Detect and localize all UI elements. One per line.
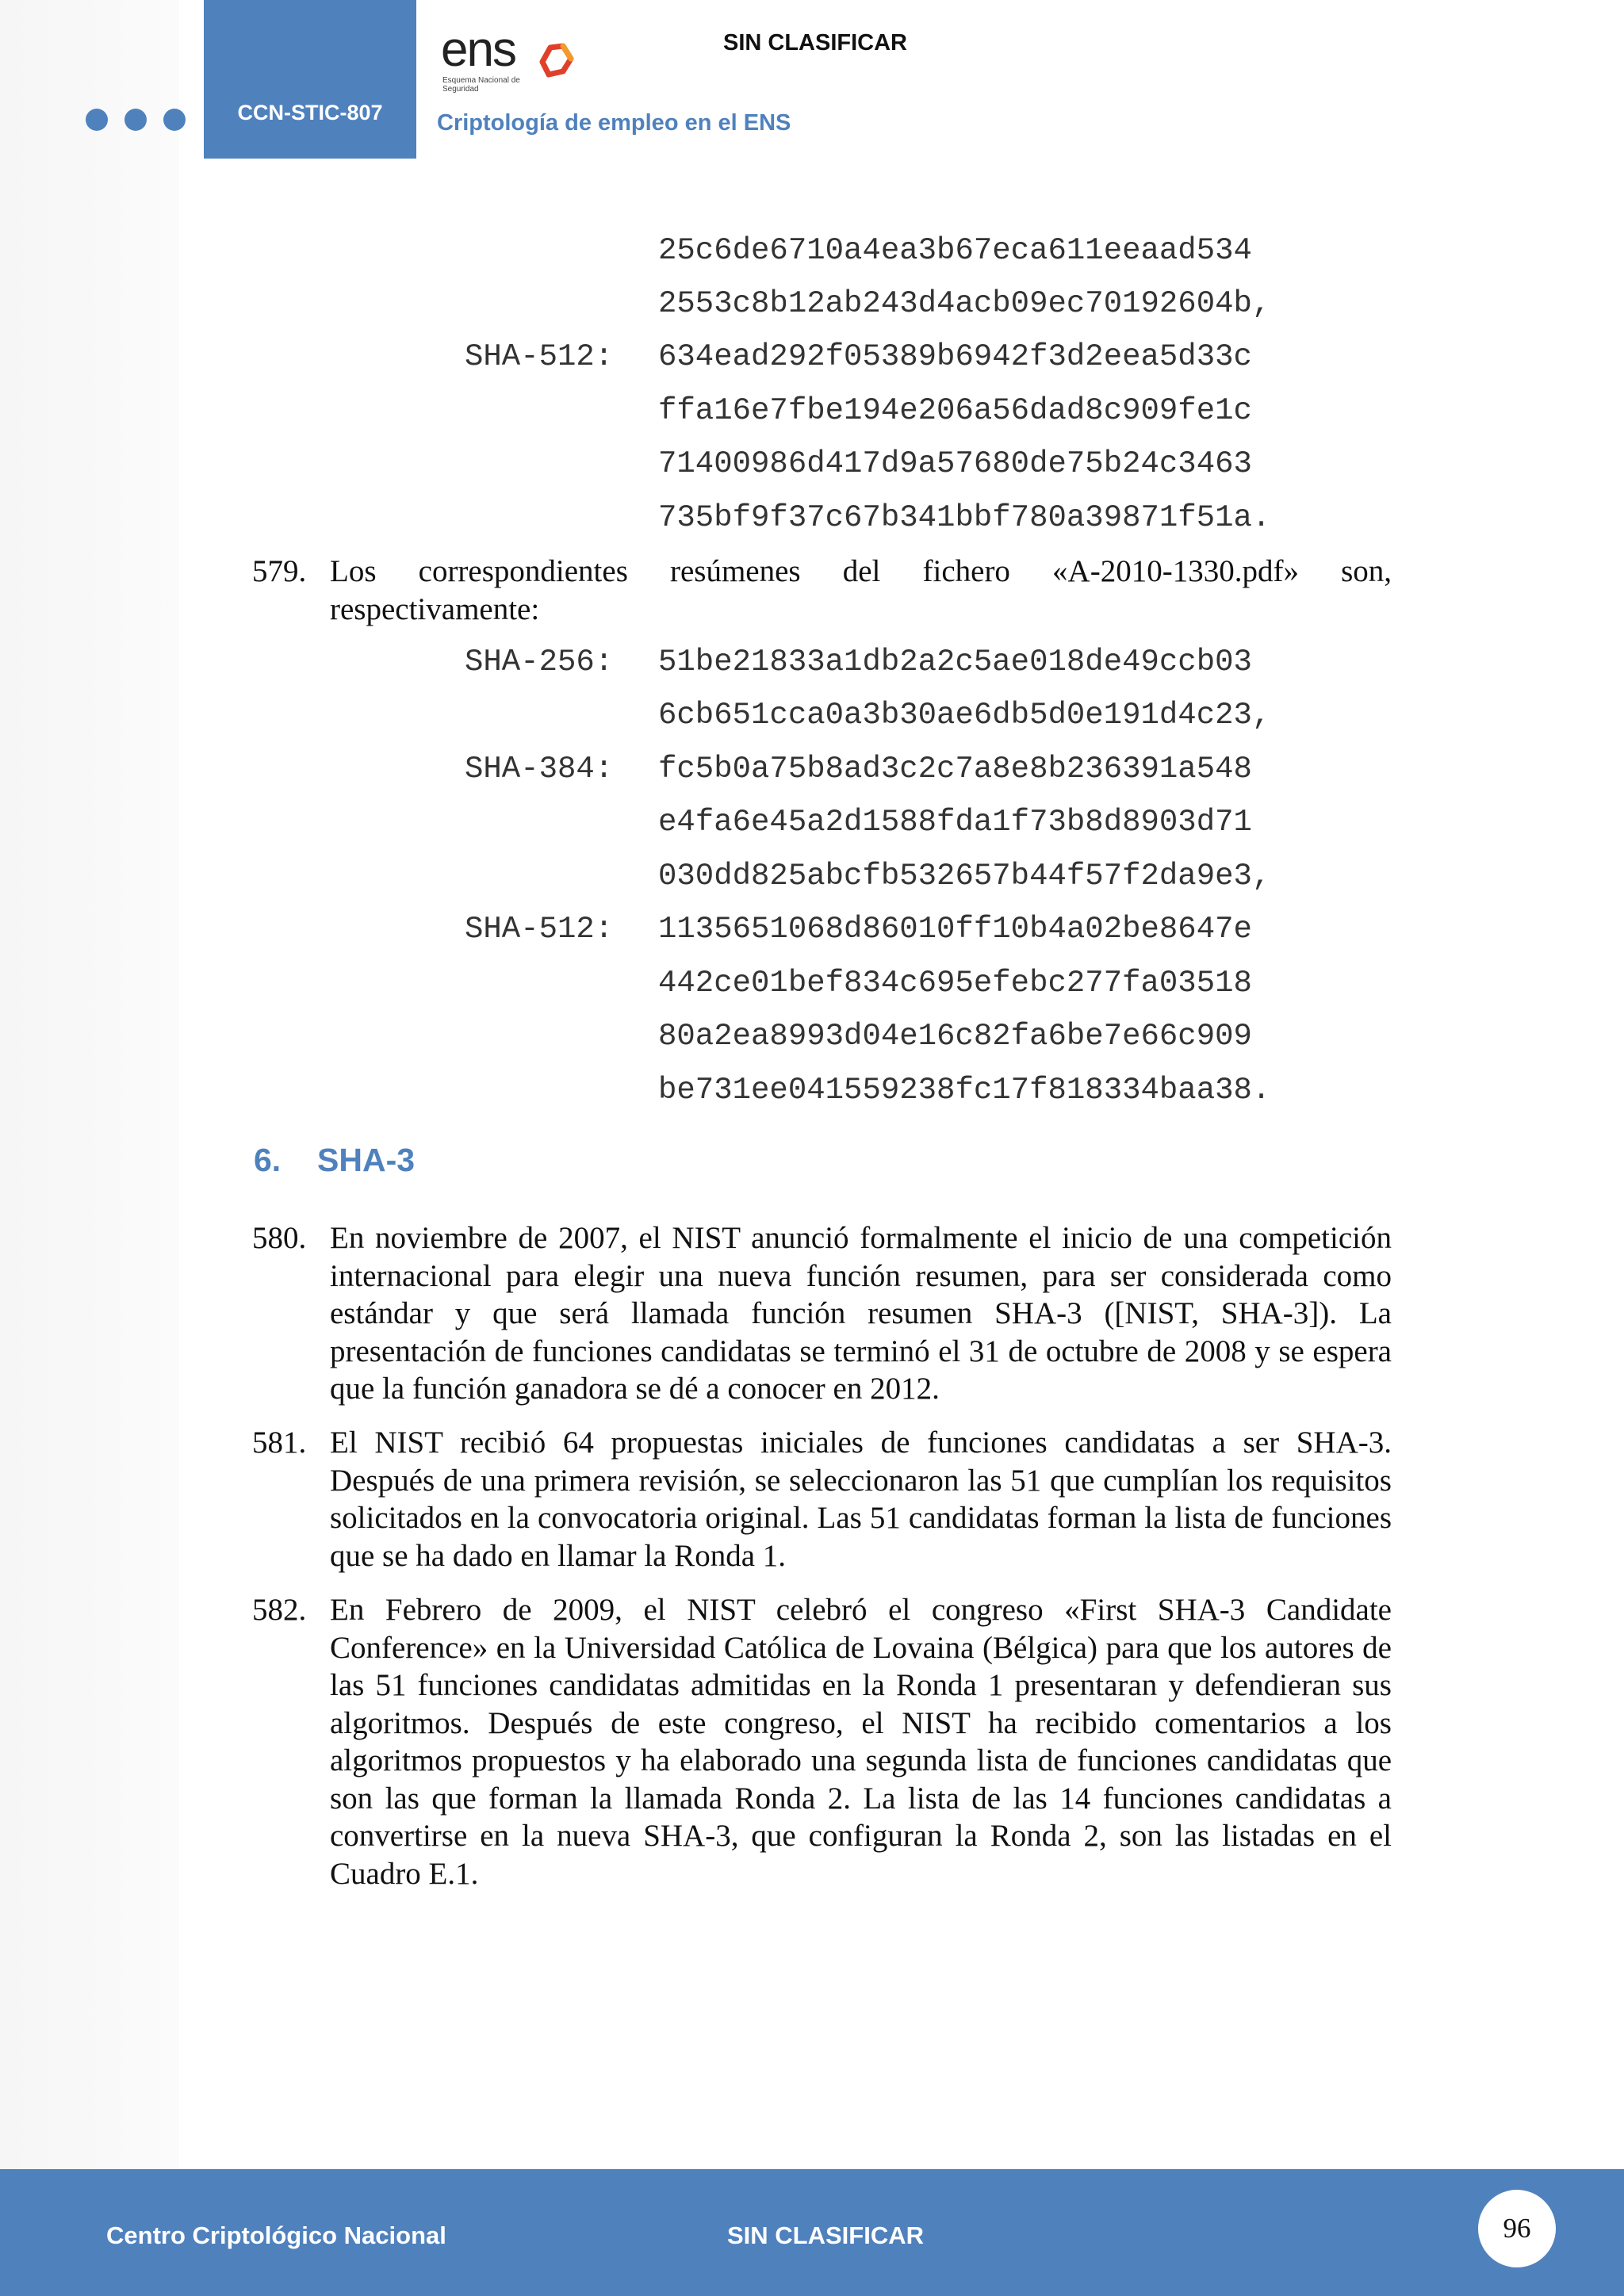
hash-value: 25c6de6710a4ea3b67eca611eeaad534 bbox=[658, 233, 1252, 268]
dot-icon bbox=[86, 109, 108, 131]
hash-value: 634ead292f05389b6942f3d2eea5d33c bbox=[658, 339, 1252, 374]
paragraph-number: 579. bbox=[252, 554, 307, 588]
paragraph-text: Los correspondientes resúmenes del fichero «A-2010-1330.pdf» son, respectivamente: bbox=[330, 554, 1392, 626]
ens-logo bbox=[441, 22, 584, 94]
logo-subtitle: Esquema Nacional de Seguridad bbox=[442, 76, 520, 94]
footer-classification: SIN CLASIFICAR bbox=[727, 2221, 924, 2249]
paragraph-text: En noviembre de 2007, el NIST anunció formalmente el inicio de una competición internacional para elegir una nueva función resumen, para ser considerada como estándar y que será llamada función resumen SHA-3 ([NIST, SHA-3]). La presentación de funciones candidatas se terminó el 31 de octubre de 2008 y se espera que la función ganadora se dé a conocer en 2012. bbox=[330, 1221, 1392, 1406]
paragraph-582 bbox=[252, 1591, 1392, 1892]
paragraph-579 bbox=[252, 553, 1392, 628]
hash-value: e4fa6e45a2d1588fda1f73b8d8903d71 bbox=[658, 805, 1252, 840]
hash-value: fc5b0a75b8ad3c2c7a8e8b236391a548 bbox=[658, 752, 1252, 786]
hash-value: 80a2ea8993d04e16c82fa6be7e66c909 bbox=[658, 1019, 1252, 1054]
hash-value: be731ee041559238fc17f818334baa38. bbox=[658, 1073, 1271, 1108]
hash-label: SHA-512: bbox=[465, 339, 614, 374]
section-number: 6. bbox=[254, 1142, 282, 1178]
hash-value: 71400986d417d9a57680de75b24c3463 bbox=[658, 446, 1252, 481]
page-number-text: 96 bbox=[1503, 2213, 1531, 2244]
header-dots bbox=[86, 109, 186, 131]
section-title: SHA-3 bbox=[317, 1142, 416, 1178]
paragraph-text: En Febrero de 2009, el NIST celebró el congreso «First SHA-3 Candidate Conference» en la Universidad Católica de Lovaina (Bélgica) para que los autores de las 51 funciones candidatas admitidas en la Ronda 1 presentaran y defendieran sus algoritmos. Después de este congreso, el NIST ha recibido comentarios a los algoritmos propuestos y ha elaborado una segunda lista de funciones candidatas que son las que forman la llamada Ronda 2. La lista de las 14 funciones candidatas a convertirse en la nueva SHA-3, que configuran la Ronda 2, son las listadas en el Cuadro E.1. bbox=[330, 1593, 1392, 1891]
hash-value: 735bf9f37c67b341bbf780a39871f51a. bbox=[658, 500, 1271, 535]
page-number bbox=[1478, 2190, 1556, 2267]
logo-text: ens bbox=[441, 22, 515, 77]
section-heading bbox=[254, 1142, 415, 1179]
dot-icon bbox=[124, 109, 147, 131]
hash-value: 442ce01bef834c695efebc277fa03518 bbox=[658, 966, 1252, 1001]
hash-value: 51be21833a1db2a2c5ae018de49ccb03 bbox=[658, 645, 1252, 679]
footer-organization: Centro Criptológico Nacional bbox=[106, 2221, 446, 2249]
hash-value: 030dd825abcfb532657b44f57f2da9e3, bbox=[658, 859, 1271, 894]
hash-value: ffa16e7fbe194e206a56dad8c909fe1c bbox=[658, 393, 1252, 428]
dot-icon bbox=[163, 109, 186, 131]
paragraph-number: 581. bbox=[252, 1425, 307, 1460]
paragraph-number: 582. bbox=[252, 1593, 307, 1627]
hash-value: 6cb651cca0a3b30ae6db5d0e191d4c23, bbox=[658, 698, 1271, 733]
document-title: Criptología de empleo en el ENS bbox=[437, 110, 791, 136]
doc-code-box bbox=[204, 0, 416, 159]
header-classification: SIN CLASIFICAR bbox=[723, 30, 907, 55]
hash-value: 2553c8b12ab243d4acb09ec70192604b, bbox=[658, 286, 1271, 321]
hash-label: SHA-512: bbox=[465, 912, 614, 947]
left-margin-shade bbox=[0, 0, 179, 2169]
hash-value: 1135651068d86010ff10b4a02be8647e bbox=[658, 912, 1252, 947]
hash-label: SHA-384: bbox=[465, 752, 614, 786]
logo-mark-icon bbox=[539, 43, 576, 81]
hash-label: SHA-256: bbox=[465, 645, 614, 679]
paragraph-580 bbox=[252, 1219, 1392, 1408]
paragraph-text: El NIST recibió 64 propuestas iniciales de funciones candidatas a ser SHA-3. Después de una primera revisión, se seleccionaron las 51 que cumplían los requisitos solicitados en la convocatoria original. Las 51 candidatas forman la lista de funciones que se ha dado en llamar la Ronda 1. bbox=[330, 1425, 1392, 1573]
doc-code: CCN-STIC-807 bbox=[237, 101, 383, 124]
paragraph-581 bbox=[252, 1424, 1392, 1575]
paragraph-number: 580. bbox=[252, 1221, 307, 1255]
